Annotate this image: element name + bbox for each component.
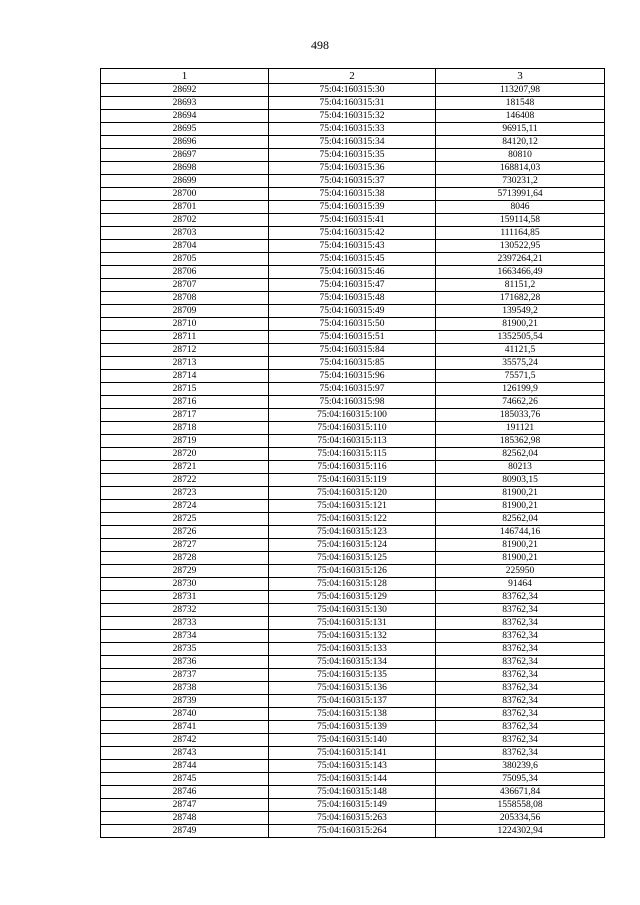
table-row (101, 214, 605, 227)
row-number-cell: 28736 (101, 656, 269, 669)
cadastral-value-cell: 83762,34 (436, 604, 605, 617)
cadastral-value-cell: 83762,34 (436, 682, 605, 695)
row-number-cell: 28701 (101, 201, 269, 214)
table-row (101, 318, 605, 331)
cadastral-value-table (100, 68, 605, 838)
cadastral-number-cell: 75:04:160315:122 (269, 513, 436, 526)
cadastral-value-cell: 83762,34 (436, 669, 605, 682)
cadastral-value-cell: 2397264,21 (436, 253, 605, 266)
cadastral-value-cell: 5713991,64 (436, 188, 605, 201)
cadastral-value-cell: 83762,34 (436, 630, 605, 643)
table-row (101, 487, 605, 500)
cadastral-number-cell: 75:04:160315:143 (269, 760, 436, 773)
cadastral-number-cell: 75:04:160315:47 (269, 279, 436, 292)
cadastral-number-cell: 75:04:160315:34 (269, 136, 436, 149)
cadastral-value-cell: 146744,16 (436, 526, 605, 539)
row-number-cell: 28739 (101, 695, 269, 708)
table-row (101, 825, 605, 838)
row-number-cell: 28711 (101, 331, 269, 344)
cadastral-value-cell: 83762,34 (436, 747, 605, 760)
row-number-cell: 28699 (101, 175, 269, 188)
cadastral-value-cell: 80810 (436, 149, 605, 162)
cadastral-value-cell: 75095,34 (436, 773, 605, 786)
cadastral-number-cell: 75:04:160315:110 (269, 422, 436, 435)
cadastral-number-cell: 75:04:160315:46 (269, 266, 436, 279)
row-number-cell: 28731 (101, 591, 269, 604)
cadastral-number-cell: 75:04:160315:39 (269, 201, 436, 214)
row-number-cell: 28732 (101, 604, 269, 617)
row-number-cell: 28708 (101, 292, 269, 305)
cadastral-value-cell: 139549,2 (436, 305, 605, 318)
row-number-cell: 28705 (101, 253, 269, 266)
row-number-cell: 28700 (101, 188, 269, 201)
cadastral-number-cell: 75:04:160315:113 (269, 435, 436, 448)
row-number-cell: 28712 (101, 344, 269, 357)
cadastral-number-cell: 75:04:160315:129 (269, 591, 436, 604)
table-row (101, 604, 605, 617)
cadastral-value-cell: 83762,34 (436, 656, 605, 669)
row-number-cell: 28704 (101, 240, 269, 253)
cadastral-number-cell: 75:04:160315:141 (269, 747, 436, 760)
cadastral-value-cell: 185362,98 (436, 435, 605, 448)
cadastral-value-cell: 181548 (436, 97, 605, 110)
cadastral-value-cell: 81151,2 (436, 279, 605, 292)
cadastral-number-cell: 75:04:160315:100 (269, 409, 436, 422)
cadastral-value-cell: 1352505,54 (436, 331, 605, 344)
cadastral-value-cell: 146408 (436, 110, 605, 123)
cadastral-value-cell: 380239,6 (436, 760, 605, 773)
row-number-cell: 28727 (101, 539, 269, 552)
cadastral-number-cell: 75:04:160315:45 (269, 253, 436, 266)
table-row (101, 799, 605, 812)
cadastral-number-cell: 75:04:160315:149 (269, 799, 436, 812)
row-number-cell: 28746 (101, 786, 269, 799)
table-row (101, 461, 605, 474)
table-row (101, 292, 605, 305)
cadastral-number-cell: 75:04:160315:41 (269, 214, 436, 227)
cadastral-value-cell: 83762,34 (436, 734, 605, 747)
cadastral-number-cell: 75:04:160315:32 (269, 110, 436, 123)
row-number-cell: 28720 (101, 448, 269, 461)
cadastral-value-cell: 225950 (436, 565, 605, 578)
row-number-cell: 28725 (101, 513, 269, 526)
row-number-cell: 28716 (101, 396, 269, 409)
cadastral-number-cell: 75:04:160315:48 (269, 292, 436, 305)
table-row (101, 643, 605, 656)
table-row (101, 578, 605, 591)
table-row (101, 123, 605, 136)
cadastral-value-cell: 8046 (436, 201, 605, 214)
table-row (101, 708, 605, 721)
table-row (101, 227, 605, 240)
row-number-cell: 28730 (101, 578, 269, 591)
table-row (101, 149, 605, 162)
row-number-cell: 28748 (101, 812, 269, 825)
table-row (101, 435, 605, 448)
row-number-cell: 28749 (101, 825, 269, 838)
table-row (101, 97, 605, 110)
row-number-cell: 28693 (101, 97, 269, 110)
cadastral-number-cell: 75:04:160315:133 (269, 643, 436, 656)
cadastral-number-cell: 75:04:160315:125 (269, 552, 436, 565)
row-number-cell: 28733 (101, 617, 269, 630)
table-row (101, 305, 605, 318)
cadastral-number-cell: 75:04:160315:123 (269, 526, 436, 539)
row-number-cell: 28747 (101, 799, 269, 812)
cadastral-value-cell: 113207,98 (436, 84, 605, 97)
cadastral-number-cell: 75:04:160315:264 (269, 825, 436, 838)
row-number-cell: 28719 (101, 435, 269, 448)
row-number-cell: 28738 (101, 682, 269, 695)
cadastral-number-cell: 75:04:160315:120 (269, 487, 436, 500)
cadastral-value-cell: 83762,34 (436, 643, 605, 656)
cadastral-value-cell: 83762,34 (436, 695, 605, 708)
cadastral-value-cell: 83762,34 (436, 721, 605, 734)
table-row (101, 110, 605, 123)
table-row (101, 656, 605, 669)
row-number-cell: 28735 (101, 643, 269, 656)
cadastral-value-cell: 191121 (436, 422, 605, 435)
cadastral-value-cell: 1663466,49 (436, 266, 605, 279)
row-number-cell: 28710 (101, 318, 269, 331)
table-row (101, 591, 605, 604)
cadastral-value-cell: 130522,95 (436, 240, 605, 253)
row-number-cell: 28697 (101, 149, 269, 162)
cadastral-number-cell: 75:04:160315:84 (269, 344, 436, 357)
table-row (101, 500, 605, 513)
cadastral-number-cell: 75:04:160315:148 (269, 786, 436, 799)
cadastral-number-cell: 75:04:160315:135 (269, 669, 436, 682)
cadastral-value-cell: 81900,21 (436, 552, 605, 565)
row-number-cell: 28734 (101, 630, 269, 643)
cadastral-number-cell: 75:04:160315:138 (269, 708, 436, 721)
cadastral-value-cell: 159114,58 (436, 214, 605, 227)
row-number-cell: 28706 (101, 266, 269, 279)
cadastral-number-cell: 75:04:160315:51 (269, 331, 436, 344)
table-row (101, 331, 605, 344)
table-row (101, 682, 605, 695)
cadastral-number-cell: 75:04:160315:119 (269, 474, 436, 487)
cadastral-value-cell: 81900,21 (436, 318, 605, 331)
cadastral-value-cell: 185033,76 (436, 409, 605, 422)
cadastral-number-cell: 75:04:160315:31 (269, 97, 436, 110)
row-number-cell: 28740 (101, 708, 269, 721)
cadastral-value-cell: 111164,85 (436, 227, 605, 240)
cadastral-value-cell: 126199,9 (436, 383, 605, 396)
table-row (101, 136, 605, 149)
table-row (101, 747, 605, 760)
cadastral-number-cell: 75:04:160315:96 (269, 370, 436, 383)
cadastral-value-cell: 74662,26 (436, 396, 605, 409)
cadastral-value-cell: 1558558,08 (436, 799, 605, 812)
table-row (101, 175, 605, 188)
table-row (101, 669, 605, 682)
cadastral-number-cell: 75:04:160315:144 (269, 773, 436, 786)
cadastral-number-cell: 75:04:160315:130 (269, 604, 436, 617)
cadastral-value-cell: 205334,56 (436, 812, 605, 825)
header-row (101, 69, 605, 84)
row-number-cell: 28737 (101, 669, 269, 682)
row-number-cell: 28721 (101, 461, 269, 474)
cadastral-number-cell: 75:04:160315:128 (269, 578, 436, 591)
cadastral-number-cell: 75:04:160315:140 (269, 734, 436, 747)
table-row (101, 357, 605, 370)
table-row (101, 539, 605, 552)
cadastral-number-cell: 75:04:160315:139 (269, 721, 436, 734)
cadastral-number-cell: 75:04:160315:132 (269, 630, 436, 643)
cadastral-number-cell: 75:04:160315:37 (269, 175, 436, 188)
cadastral-value-cell: 84120,12 (436, 136, 605, 149)
row-number-cell: 28702 (101, 214, 269, 227)
cadastral-value-cell: 168814,03 (436, 162, 605, 175)
table-row (101, 162, 605, 175)
table-row (101, 344, 605, 357)
cadastral-number-cell: 75:04:160315:49 (269, 305, 436, 318)
cadastral-value-cell: 35575,24 (436, 357, 605, 370)
cadastral-number-cell: 75:04:160315:97 (269, 383, 436, 396)
table-header (101, 69, 605, 84)
cadastral-number-cell: 75:04:160315:50 (269, 318, 436, 331)
row-number-cell: 28728 (101, 552, 269, 565)
row-number-cell: 28726 (101, 526, 269, 539)
table-row (101, 422, 605, 435)
table-row (101, 721, 605, 734)
row-number-cell: 28714 (101, 370, 269, 383)
cadastral-value-cell: 436671,84 (436, 786, 605, 799)
row-number-cell: 28717 (101, 409, 269, 422)
table-row (101, 734, 605, 747)
row-number-cell: 28713 (101, 357, 269, 370)
cadastral-value-cell: 1224302,94 (436, 825, 605, 838)
cadastral-value-cell: 730231,2 (436, 175, 605, 188)
cadastral-value-cell: 83762,34 (436, 591, 605, 604)
cadastral-number-cell: 75:04:160315:124 (269, 539, 436, 552)
table-body (101, 84, 605, 838)
cadastral-value-cell: 81900,21 (436, 487, 605, 500)
row-number-cell: 28744 (101, 760, 269, 773)
row-number-cell: 28722 (101, 474, 269, 487)
row-number-cell: 28694 (101, 110, 269, 123)
row-number-cell: 28703 (101, 227, 269, 240)
table-row (101, 786, 605, 799)
column-header-3: 3 (436, 69, 605, 84)
table-row (101, 240, 605, 253)
table-row (101, 253, 605, 266)
cadastral-number-cell: 75:04:160315:43 (269, 240, 436, 253)
cadastral-value-cell: 83762,34 (436, 617, 605, 630)
table-row (101, 201, 605, 214)
cadastral-value-cell: 83762,34 (436, 708, 605, 721)
row-number-cell: 28696 (101, 136, 269, 149)
row-number-cell: 28724 (101, 500, 269, 513)
cadastral-value-cell: 41121,5 (436, 344, 605, 357)
row-number-cell: 28698 (101, 162, 269, 175)
row-number-cell: 28741 (101, 721, 269, 734)
table-row (101, 695, 605, 708)
table-row (101, 383, 605, 396)
cadastral-value-cell: 80213 (436, 461, 605, 474)
cadastral-value-cell: 80903,15 (436, 474, 605, 487)
row-number-cell: 28692 (101, 84, 269, 97)
cadastral-number-cell: 75:04:160315:115 (269, 448, 436, 461)
cadastral-number-cell: 75:04:160315:137 (269, 695, 436, 708)
cadastral-value-cell: 81900,21 (436, 500, 605, 513)
table-row (101, 409, 605, 422)
column-header-2: 2 (269, 69, 436, 84)
cadastral-number-cell: 75:04:160315:33 (269, 123, 436, 136)
cadastral-value-cell: 171682,28 (436, 292, 605, 305)
cadastral-number-cell: 75:04:160315:136 (269, 682, 436, 695)
table-row (101, 812, 605, 825)
table-row (101, 617, 605, 630)
cadastral-number-cell: 75:04:160315:134 (269, 656, 436, 669)
cadastral-number-cell: 75:04:160315:85 (269, 357, 436, 370)
row-number-cell: 28695 (101, 123, 269, 136)
cadastral-number-cell: 75:04:160315:131 (269, 617, 436, 630)
row-number-cell: 28743 (101, 747, 269, 760)
row-number-cell: 28745 (101, 773, 269, 786)
table-row (101, 279, 605, 292)
cadastral-number-cell: 75:04:160315:42 (269, 227, 436, 240)
column-header-1: 1 (101, 69, 269, 84)
table-row (101, 448, 605, 461)
cadastral-value-cell: 91464 (436, 578, 605, 591)
table-row (101, 760, 605, 773)
row-number-cell: 28715 (101, 383, 269, 396)
cadastral-value-cell: 75571,5 (436, 370, 605, 383)
table-row (101, 773, 605, 786)
cadastral-number-cell: 75:04:160315:263 (269, 812, 436, 825)
row-number-cell: 28709 (101, 305, 269, 318)
table-row (101, 396, 605, 409)
cadastral-value-cell: 82562,04 (436, 513, 605, 526)
cadastral-number-cell: 75:04:160315:30 (269, 84, 436, 97)
cadastral-number-cell: 75:04:160315:116 (269, 461, 436, 474)
table-row (101, 513, 605, 526)
table-row (101, 188, 605, 201)
cadastral-number-cell: 75:04:160315:36 (269, 162, 436, 175)
cadastral-number-cell: 75:04:160315:126 (269, 565, 436, 578)
table-row (101, 526, 605, 539)
row-number-cell: 28723 (101, 487, 269, 500)
cadastral-value-cell: 96915,11 (436, 123, 605, 136)
table-row (101, 552, 605, 565)
table-row (101, 84, 605, 97)
cadastral-number-cell: 75:04:160315:38 (269, 188, 436, 201)
table-row (101, 474, 605, 487)
table-row (101, 630, 605, 643)
page-number: 498 (311, 38, 329, 52)
row-number-cell: 28729 (101, 565, 269, 578)
cadastral-value-cell: 81900,21 (436, 539, 605, 552)
row-number-cell: 28707 (101, 279, 269, 292)
table-row (101, 565, 605, 578)
table-row (101, 370, 605, 383)
cadastral-value-cell: 82562,04 (436, 448, 605, 461)
cadastral-number-cell: 75:04:160315:121 (269, 500, 436, 513)
cadastral-number-cell: 75:04:160315:35 (269, 149, 436, 162)
table-row (101, 266, 605, 279)
row-number-cell: 28742 (101, 734, 269, 747)
row-number-cell: 28718 (101, 422, 269, 435)
cadastral-number-cell: 75:04:160315:98 (269, 396, 436, 409)
